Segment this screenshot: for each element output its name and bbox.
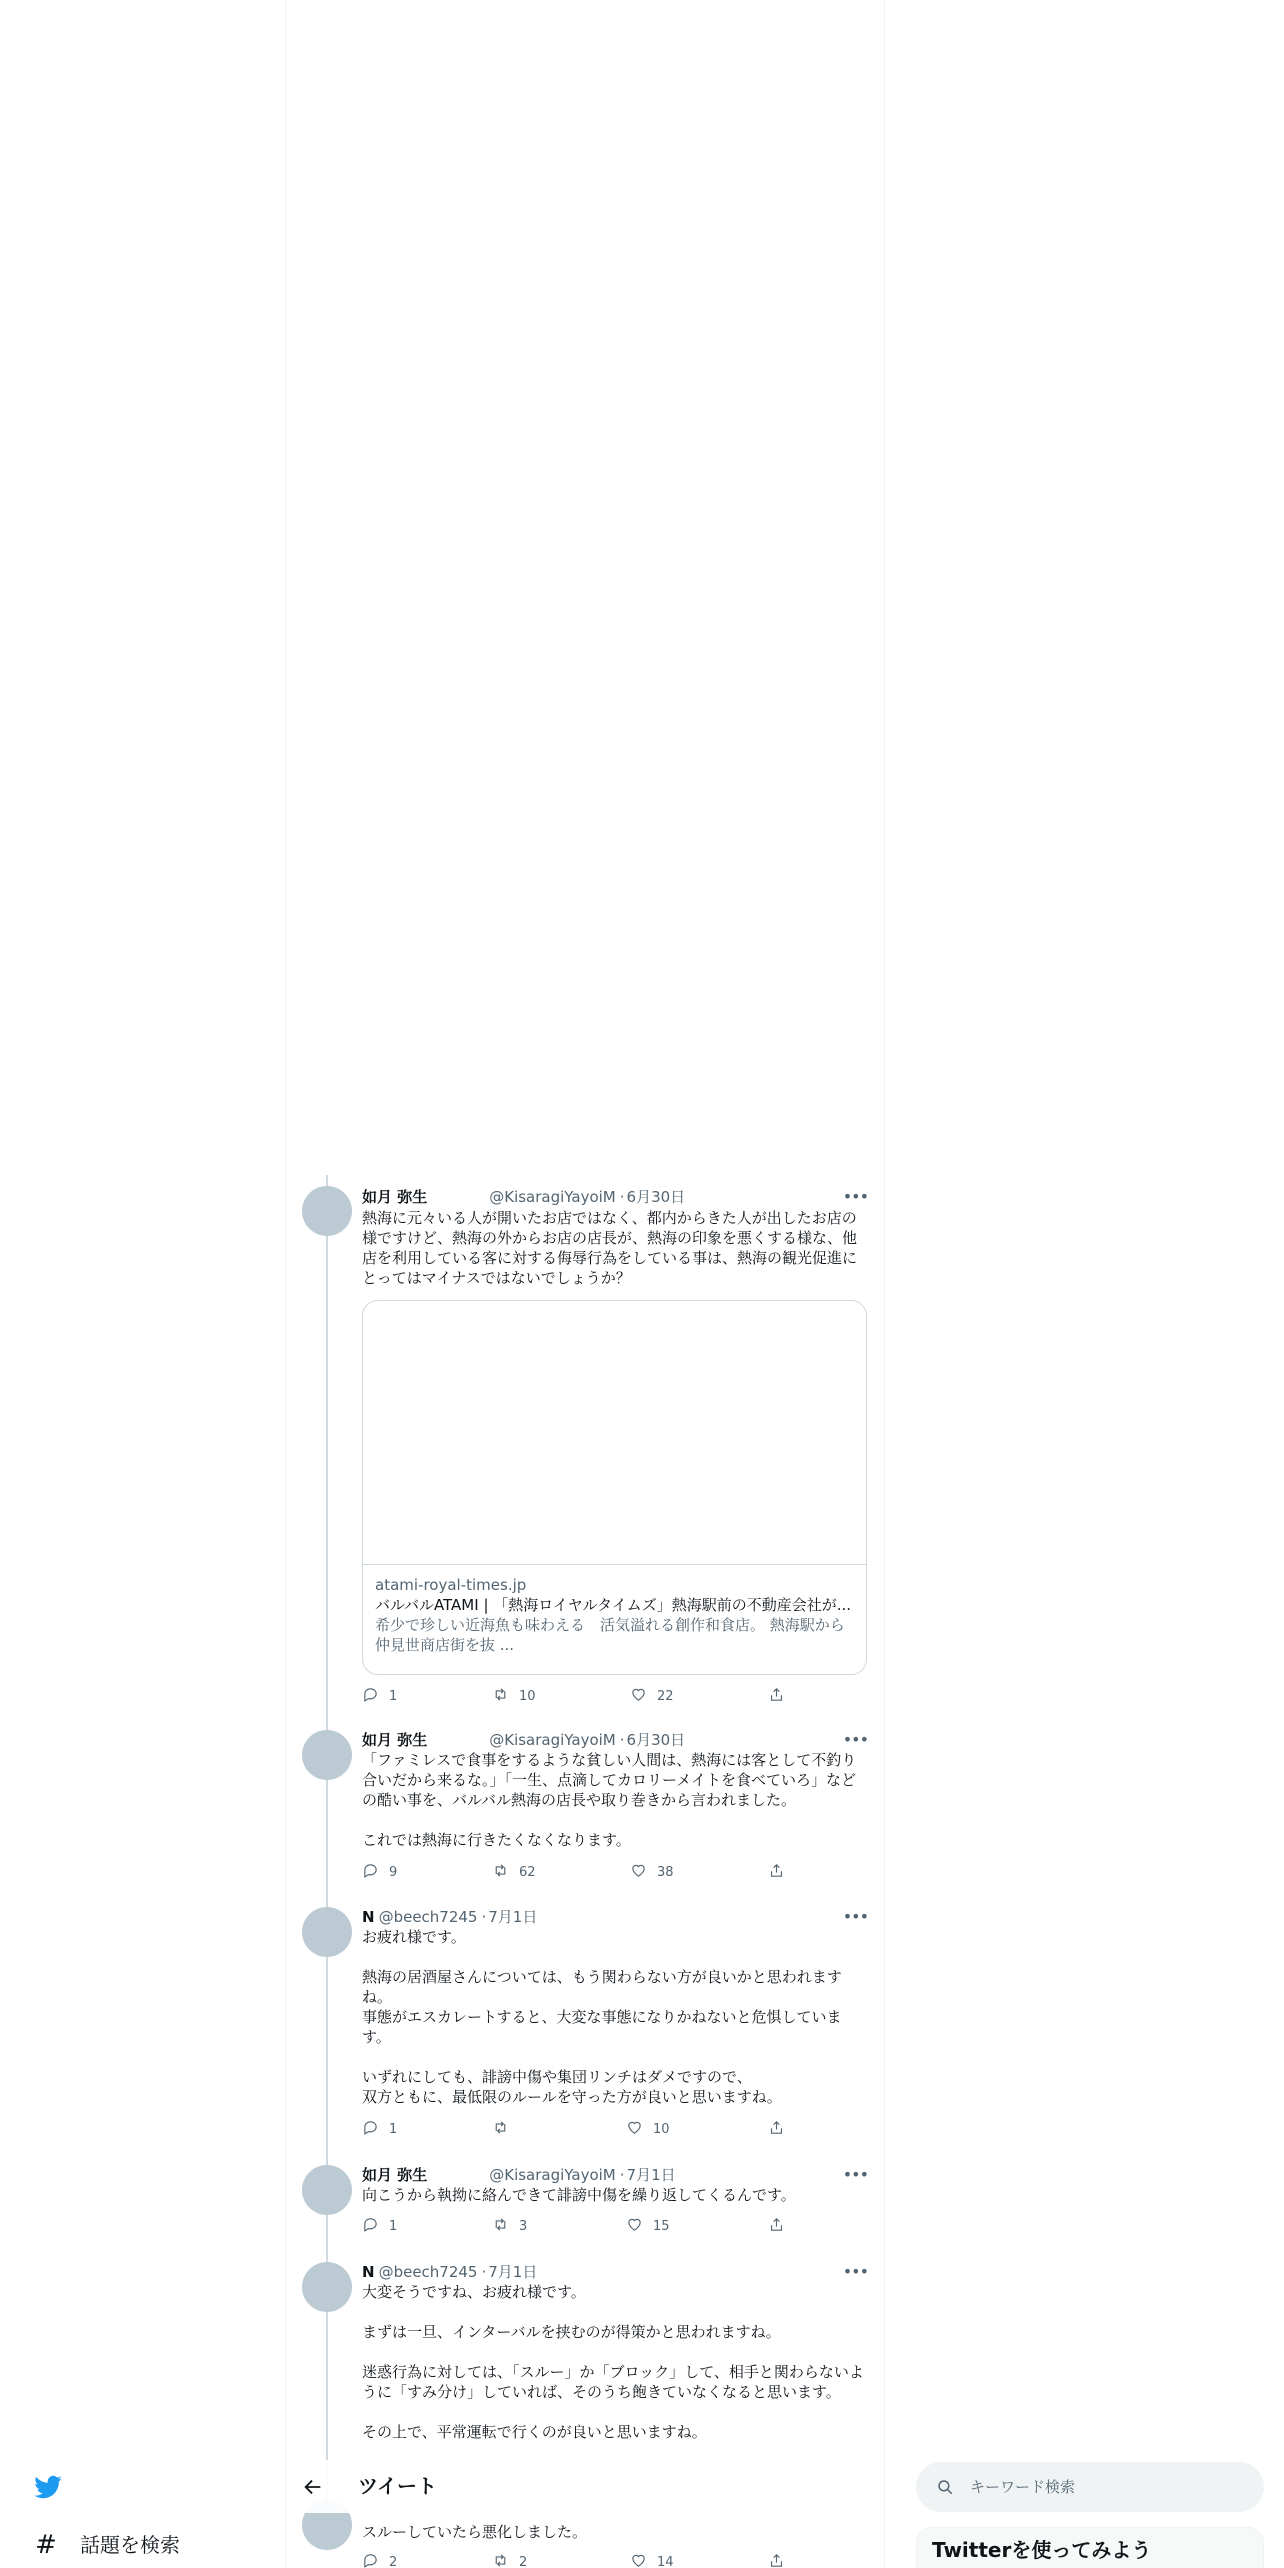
reply-button[interactable] (362, 2552, 397, 2568)
separator: · (619, 1188, 625, 1206)
like-button[interactable] (626, 2216, 670, 2237)
reply-count: 9 (389, 1865, 398, 1880)
retweet-button[interactable] (492, 2216, 527, 2237)
separator: · (619, 2166, 625, 2184)
reply-icon (362, 2216, 379, 2237)
avatar[interactable] (302, 1907, 352, 1957)
tweet-header (362, 1728, 868, 1752)
separator: · (619, 1731, 625, 1749)
share-icon (768, 2216, 785, 2237)
tweet-header (362, 2163, 868, 2187)
share-button[interactable] (768, 2552, 785, 2568)
page-title: ツイート (358, 2474, 437, 2498)
author-name[interactable]: N (362, 1908, 375, 1926)
more-icon[interactable]: ••• (842, 1187, 868, 1206)
tweet[interactable] (286, 1180, 884, 1710)
tweet-text: 熱海に元々いる人が開いたお店ではなく、都内からきた人が出したお店の様ですけど、熱海の外からお店の店長が、熱海の印象を悪くする様な、他店を利用している客に対する侮辱行為をしている事は、熱海の観光促進にとってはマイナスではないでしょうか？ (362, 1209, 858, 1287)
share-button[interactable] (768, 2119, 785, 2140)
reply-count: 1 (389, 1689, 398, 1704)
tweet-header-bar (286, 2460, 884, 2513)
author-name[interactable]: N (362, 2263, 375, 2281)
more-icon[interactable]: ••• (842, 1730, 868, 1749)
heart-icon (630, 1686, 647, 1707)
separator: · (481, 2263, 487, 2281)
like-count: 22 (657, 1689, 674, 1704)
share-icon (768, 2119, 785, 2140)
author-name[interactable]: 如月 弥生 (362, 1188, 428, 1206)
more-icon[interactable]: ••• (842, 2165, 868, 2184)
heart-icon (630, 1862, 647, 1883)
search-input[interactable] (970, 2462, 1250, 2512)
share-icon (768, 2552, 785, 2568)
retweet-icon (492, 2552, 509, 2568)
share-button[interactable] (768, 1862, 785, 1883)
tweet[interactable] (286, 1901, 884, 2146)
more-icon[interactable]: ••• (842, 2262, 868, 2281)
nav-item-label: 話題を検索 (80, 2533, 180, 2557)
reply-button[interactable] (362, 1862, 397, 1883)
more-icon[interactable]: ••• (842, 1907, 868, 1926)
tweet-date[interactable]: 7月1日 (488, 2263, 538, 2281)
tweet[interactable] (286, 2256, 884, 2456)
tweet-text: スルーしていたら悪化しました。 (362, 2523, 588, 2541)
twitter-logo-icon[interactable] (33, 2472, 63, 2502)
author-handle[interactable]: @KisaragiYayoiM (489, 1188, 616, 1206)
retweet-icon (492, 2216, 509, 2237)
retweet-icon (492, 1862, 509, 1883)
heart-icon (626, 2216, 643, 2237)
link-card-title: バルバルATAMI | 「熱海ロイヤルタイムズ」熱海駅前の不動産会社が... (375, 1596, 852, 1614)
tweet[interactable] (286, 1724, 884, 1889)
tweet-header (362, 1185, 868, 1209)
tweet-date[interactable]: 6月30日 (626, 1731, 686, 1749)
search-icon (936, 2478, 954, 2496)
author-name[interactable]: 如月 弥生 (362, 1731, 428, 1749)
retweet-count: 10 (519, 1689, 536, 1704)
heart-icon (626, 2119, 643, 2140)
retweet-count: 62 (519, 1865, 536, 1880)
retweet-icon (492, 1686, 509, 1707)
like-count: 15 (653, 2219, 670, 2234)
like-count: 14 (657, 2555, 674, 2568)
tweet-date[interactable]: 7月1日 (626, 2166, 676, 2184)
author-handle[interactable]: @beech7245 (378, 1908, 478, 1926)
reply-icon (362, 2552, 379, 2568)
share-button[interactable] (768, 2216, 785, 2237)
back-arrow-icon[interactable] (302, 2476, 324, 2498)
retweet-button[interactable] (492, 1686, 536, 1707)
link-card-domain: atami-royal-times.jp (375, 1576, 527, 1594)
author-handle[interactable]: @beech7245 (378, 2263, 478, 2281)
tweet-header (362, 2260, 868, 2284)
tweet-text: お疲れ様です。 熱海の居酒屋さんについては、もう関わらない方が良いかと思われますね。 事態がエスカレートすると、大変な事態になりかねないと危惧しています。 いずれにしても、誹謗中傷や集団リンチはダメですので、 双方ともに、最低限のルールを守った方が良いと思いますね。 (362, 1928, 842, 2106)
tweet[interactable] (286, 2159, 884, 2244)
reply-count: 1 (389, 2219, 398, 2234)
reply-icon (362, 1862, 379, 1883)
author-handle[interactable]: @KisaragiYayoiM (489, 1731, 616, 1749)
nav-item-explore[interactable] (32, 2530, 180, 2560)
heart-icon (630, 2552, 647, 2568)
link-card-description: 希少で珍しい近海魚も味わえる 活気溢れる創作和食店。 熱海駅から仲見世商店街を抜 ... (375, 1616, 845, 1654)
tweet-actions (362, 1862, 782, 1884)
tweet-text: 大変そうですね、お疲れ様です。 まずは一旦、インターバルを挟むのが得策かと思われますね。 迷惑行為に対しては、「スルー」か「ブロック」して、相手と関わらないように「すみ分け」していれば、そのうち飽きていなくなると思います。 その上で、平常運転で行くのが良いと思いますね。 (362, 2283, 864, 2441)
reply-count: 1 (389, 2122, 398, 2137)
like-button[interactable] (630, 1862, 674, 1883)
retweet-button[interactable] (492, 2119, 509, 2140)
retweet-button[interactable] (492, 2552, 527, 2568)
retweet-count: 2 (519, 2555, 528, 2568)
signup-panel (916, 2527, 1264, 2568)
column-divider-right (884, 0, 885, 2568)
avatar[interactable] (302, 1186, 352, 1236)
like-button[interactable] (626, 2119, 670, 2140)
like-count: 38 (657, 1865, 674, 1880)
author-handle[interactable]: @KisaragiYayoiM (489, 2166, 616, 2184)
separator: · (481, 1908, 487, 1926)
like-count: 10 (653, 2122, 670, 2137)
retweet-button[interactable] (492, 1862, 536, 1883)
tweet-date[interactable]: 6月30日 (626, 1188, 686, 1206)
tweet-actions (362, 2119, 782, 2141)
author-name[interactable]: 如月 弥生 (362, 2166, 428, 2184)
signup-panel-title: Twitterを使ってみよう (932, 2538, 1152, 2562)
search-box[interactable] (916, 2462, 1264, 2512)
avatar[interactable] (302, 1730, 352, 1780)
reply-button[interactable] (362, 2216, 397, 2237)
hashtag-icon: # (35, 2530, 57, 2560)
share-icon (768, 1686, 785, 1707)
tweet-actions (362, 2216, 782, 2238)
tweet-actions (362, 1686, 782, 1708)
retweet-icon (492, 2119, 509, 2140)
link-card-image (363, 1301, 866, 1565)
share-icon (768, 1862, 785, 1883)
reply-icon (362, 2119, 379, 2140)
tweet-text: 向こうから執拗に絡んできて誹謗中傷を繰り返してくるんです。 (362, 2186, 796, 2204)
like-button[interactable] (630, 1686, 674, 1707)
avatar[interactable] (302, 2165, 352, 2215)
link-card[interactable] (362, 1300, 867, 1675)
reply-icon (362, 1686, 379, 1707)
avatar[interactable] (302, 2262, 352, 2312)
tweet-date[interactable]: 7月1日 (488, 1908, 538, 1926)
reply-count: 2 (389, 2555, 398, 2568)
tweet-header (362, 1905, 868, 1929)
retweet-count: 3 (519, 2219, 528, 2234)
tweet-actions (362, 2552, 782, 2568)
share-button[interactable] (768, 1686, 785, 1707)
tweet-text: 「ファミレスで食事をするような貧しい人間は、熱海には客として不釣り合いだから来るな。」「一生、点滴してカロリーメイトを食べていろ」などの酷い事を、バルバル熱海の店長や取り巻きから言われました。 これでは熱海に行きたくなくなります。 (362, 1751, 857, 1849)
reply-button[interactable] (362, 2119, 397, 2140)
like-button[interactable] (630, 2552, 674, 2568)
reply-button[interactable] (362, 1686, 397, 1707)
